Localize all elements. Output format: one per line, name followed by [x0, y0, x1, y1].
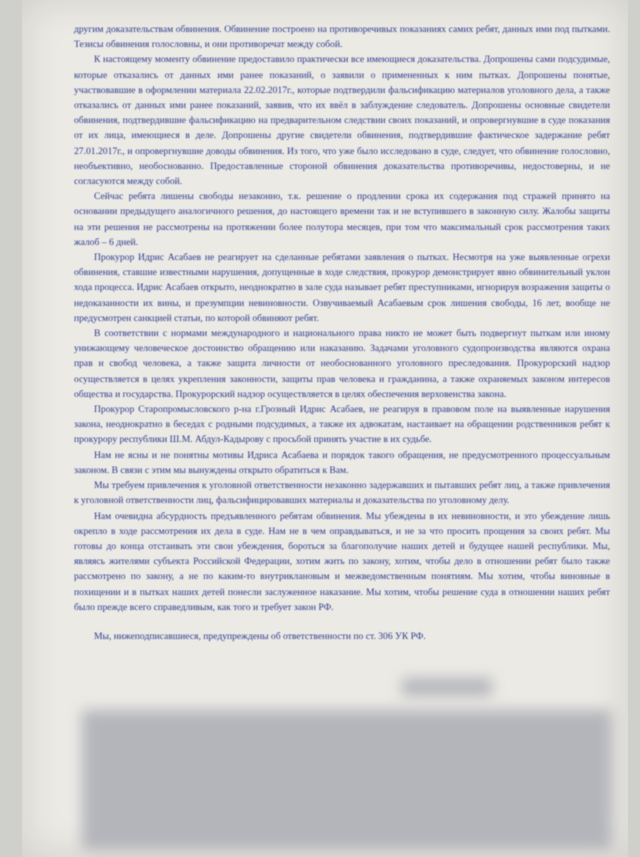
paragraph: Нам не ясны и не понятны мотивы Идриса Асабаева и порядок такого обращения, не предусмотренного процессуальным законом. В связи с этим мы вынуждены открыто обратиться к Вам. — [74, 449, 610, 476]
document-page — [22, 0, 628, 857]
paragraph: Нам очевидна абсурдность предъявленного ребятам обвинения. Мы убеждены в их невиновности, и это убеждение лишь окрепло в ходе рассмотрения их дела в суде. Нам не в чем оправдываться, и не за что просить прощения за своих ребят. Мы готовы до конца отстаивать эти свои убеждения, бороться за благополучие наших детей и будущее нашей республики. Мы, являясь жителями субъекта Российской Федерации, хотим жить по закону, хотим, чтобы дело в отношении ребят было также рассмотрено по закону, а не по каким-то внутриклановым и межведомственным понятиям. Мы хотим, чтобы виновные в похищении и в пытках наших детей понесли заслуженное наказание. Мы хотим, чтобы решение суда в отношении наших ребят было прежде всего справедливым, как того и требует закон РФ. — [74, 510, 610, 613]
paragraph: К настоящему моменту обвинение предоставило практически все имеющиеся доказательства. Допрошены сами подсудимые, которые отказались от данных ими ранее показаний, о заявили о примененных к ним пытках. Допрошены понятые, участвовавшие в оформлении материала 22.02.2017г., которые подтвердили фальсификацию материалов уголовного дела, а также отказались от данных ими ранее показаний, заявив, что их ввёл в заблуждение следователь. Допрошены основные свидетели обвинения, подтвердившие фальсификацию на предварительном следствии своих показаний, и опровергнувшие в суде показания от их лица, имеющиеся в деле. Допрошены другие свидетели обвинения, подтвердившие фактическое задержание ребят 27.01.2017г., и опровергнувшие доводы обвинения. Из того, что уже было исследовано в суде, следует, что обвинение голословно, необъективно, необоснованно. Предоставленные стороной обвинения доказательства противоречивы, недостоверны, и не согласуются между собой. — [74, 54, 610, 188]
paragraph: Сейчас ребята лишены свободы незаконно, т.к. решение о продлении срока их содержания под стражей принято на основании предыдущего аналогичного решения, до настоящего времени так и не вступившего в законную силу. Жалобы защиты на эти решения не рассмотрены на протяжении более полутора месяцев, при том что максимальный срок рассмотрения таких жалоб – 6 дней. — [74, 191, 610, 248]
letter-body — [74, 22, 610, 644]
paragraph: другим доказательствам обвинения. Обвинение построено на противоречивых показаниях самих ребят, данных ими под пытками. Тезисы обвинения голословны, и они противоречат между собой. — [74, 24, 610, 51]
paragraph: Прокурор Идрис Асабаев не реагирует на сделанные ребятами заявления о пытках. Несмотря на уже выявленные огрехи обвинения, ставшие известными нарушения, допущенные в ходе следствия, прокурор демонстрирует явно обвинительный уклон хода процесса. Идрис Асабаев открыто, неоднократно в зале суда называет ребят преступниками, игнорируя возражения защиты о недоказанности их вины, и презумпции невиновности. Озвучиваемый Асабаевым срок лишения свободы, 16 лет, вообще не предусмотрен санкцией статьи, по которой обвиняют ребят. — [74, 252, 610, 324]
paragraph: В соответствии с нормами международного и национального права никто не может быть подвергнут пыткам или иному унижающему человеческое достоинство обращению или наказанию. Задачами уголовного судопроизводства являются охрана прав и свобод человека, а также защита личности от необоснованного уголовного преследования. Прокурорский надзор осуществляется в целях укрепления законности, защиты прав человека и гражданина, а также охраняемых законом интересов общества и государства. Прокурорский надзор осуществляется в целях обеспечения верховенства закона. — [74, 328, 610, 400]
paragraph: Мы требуем привлечения к уголовной ответственности незаконно задержавших и пытавших ребят лиц, а также привлечения к уголовной ответственности лиц, фальсифицировавших материалы и доказательства по уголовному делу. — [74, 480, 610, 507]
redacted-area — [402, 678, 492, 696]
redacted-signatures — [82, 710, 612, 850]
signature-preamble: Мы, нижеподписавшиеся, предупреждены об ответственности по ст. 306 УК РФ. — [94, 630, 426, 642]
paragraph: Прокурор Старопромысловского р-на г.Грозный Идрис Асабаев, не реагируя в правовом поле на выявленные нарушения закона, неоднократно в беседах с родными подсудимых, а также их адвокатам, настаивает на обращении родственников ребят к прокурору республики Ш.М. Абдул-Кадырову с просьбой принять участие в их судьбе. — [74, 404, 610, 446]
